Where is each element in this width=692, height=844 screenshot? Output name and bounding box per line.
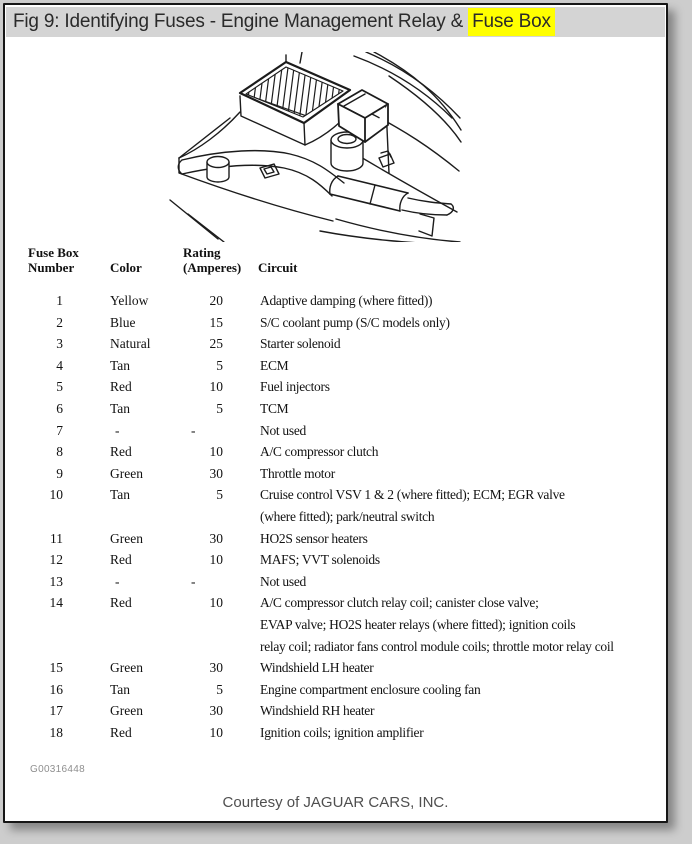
figure-title-highlight: Fuse Box [468,8,555,36]
figure-title: Fig 9: Identifying Fuses - Engine Management Relay & [13,11,469,32]
table-row [28,398,668,420]
table-row [28,722,668,744]
fuse-circuit: Starter solenoid [260,336,341,352]
fuse-color: Green [110,660,143,676]
figure-code: G00316448 [30,764,85,775]
fuse-circuit: S/C coolant pump (S/C models only) [260,314,450,330]
fuse-circuit: A/C compressor clutch relay coil; canister close valve; EVAP valve; HO2S heater relays (where fitted); ignition coils relay coil; radiator fans control module coils; throttle motor relay coil [260,595,614,654]
table-row [28,376,668,398]
fuse-circuit: Cruise control VSV 1 & 2 (where fitted); ECM; EGR valve (where fitted); park/neutral switch [260,487,565,524]
fuse-circuit: Windshield RH heater [260,703,375,719]
fuse-rating: 30 [209,465,223,481]
fuse-rating: 20 [209,293,223,308]
fuse-number: 4 [56,357,63,373]
fuse-color: Red [110,552,132,568]
fuse-rating: 5 [216,400,223,416]
fuse-color: - [115,573,120,589]
fuse-box-illustration [168,52,463,242]
fuse-number: 8 [56,444,63,460]
fuse-rating: - [191,422,196,438]
fuse-color: Natural [110,336,151,352]
fuse-number: 2 [56,314,63,330]
fuse-color: Blue [110,314,136,330]
fuse-rating: 30 [209,703,223,719]
table-row [28,290,668,312]
fuse-number: 3 [56,336,63,352]
fuse-color: Red [110,595,132,611]
fuse-number: 9 [56,465,63,481]
fuse-circuit: Adaptive damping (where fitted)) [260,293,433,308]
fuse-circuit: HO2S sensor heaters [260,530,368,546]
table-row [28,571,668,593]
fuse-color: Red [110,444,132,460]
fuse-rating: 10 [209,595,223,611]
fuse-color: Green [110,703,143,719]
fuse-number: 18 [49,724,63,740]
fuse-number: 7 [56,422,63,438]
fuse-table [28,290,668,743]
fuse-color: Green [110,465,143,481]
table-row [28,528,668,550]
fuse-number: 13 [49,573,63,589]
figure-title-bar [6,7,665,37]
column-header-circuit: Circuit [258,259,298,275]
fuse-number: 14 [49,595,63,611]
column-header-rating: Rating (Amperes) [183,245,242,275]
fuse-circuit: Ignition coils; ignition amplifier [260,724,424,740]
table-row [28,484,668,527]
fuse-number: 15 [49,660,63,676]
fuse-circuit: Throttle motor [260,465,335,481]
fuse-color: Yellow [110,293,149,308]
fuse-number: 10 [49,487,63,503]
table-row [28,700,668,722]
fuse-circuit: Fuel injectors [260,379,330,395]
table-row [28,420,668,442]
fuse-number: 17 [49,703,63,719]
fuse-number: 1 [56,293,63,308]
table-row [28,592,668,657]
fuse-rating: 10 [209,724,223,740]
fuse-circuit: TCM [260,400,289,416]
fuse-number: 6 [56,400,63,416]
fuse-color: Tan [110,400,131,416]
fuse-number: 12 [49,552,63,568]
fuse-color: Red [110,379,132,395]
fuse-circuit: A/C compressor clutch [260,444,379,460]
fuse-number: 5 [56,379,63,395]
table-row [28,463,668,485]
fuse-rating: 15 [209,314,223,330]
fuse-circuit: Engine compartment enclosure cooling fan [260,681,481,697]
fuse-rating: 30 [209,530,223,546]
fuse-color: Tan [110,681,131,697]
courtesy-line: Courtesy of JAGUAR CARS, INC. [222,794,449,811]
document-page [3,3,668,823]
fuse-color: - [115,422,120,438]
fuse-circuit: Not used [260,573,306,589]
fuse-rating: 5 [216,357,223,373]
fuse-color: Tan [110,487,131,503]
fuse-number: 16 [49,681,63,697]
fuse-circuit: Windshield LH heater [260,660,374,676]
table-header [28,246,658,275]
fuse-number: 11 [50,530,63,546]
fuse-rating: 25 [209,336,223,352]
table-row [28,679,668,701]
fuse-circuit: Not used [260,422,306,438]
table-row [28,441,668,463]
column-header-fuse-box-number: Fuse Box Number [28,245,79,275]
fuse-color: Tan [110,357,131,373]
fuse-rating: 10 [209,379,223,395]
fuse-rating: 5 [216,487,223,503]
column-header-color: Color [110,259,142,275]
fuse-color: Red [110,724,132,740]
fuse-circuit: MAFS; VVT solenoids [260,552,380,568]
table-row [28,333,668,355]
table-row [28,657,668,679]
fuse-color: Green [110,530,143,546]
fuse-rating: 10 [209,444,223,460]
table-row [28,312,668,334]
fuse-rating: 10 [209,552,223,568]
table-row [28,549,668,571]
fuse-circuit: ECM [260,357,289,373]
table-row [28,355,668,377]
fuse-rating: 5 [216,681,223,697]
fuse-rating: - [191,573,196,589]
fuse-rating: 30 [209,660,223,676]
